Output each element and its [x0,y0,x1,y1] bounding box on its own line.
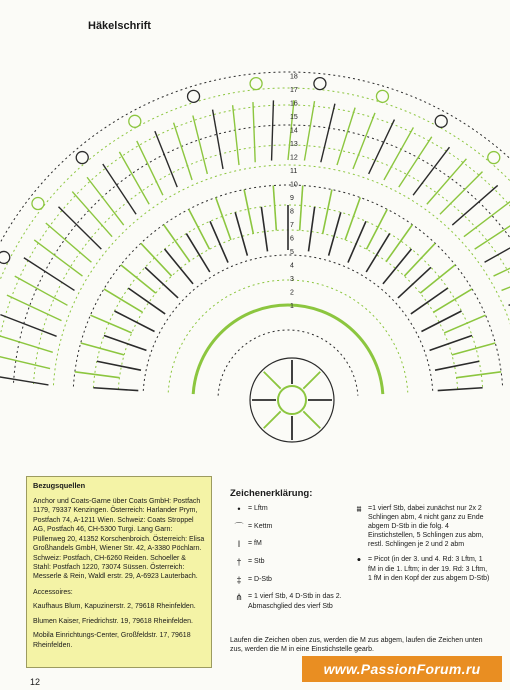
legend-item: ꔷ = Picot (in der 3. und 4. Rd: 3 Lftm, 1 fM in die 1. Lftm; in der 19. Rd: 3 Lftm, 1 fM in den Kopf der zus abgem D-Stb) [350,555,490,582]
crochet-chart [0,40,510,470]
legend-item: ⌒ = Kettm [230,522,348,534]
picot-mark [435,115,447,127]
slip-stitch-icon: ⌒ [234,521,244,532]
legend-item: ‡ = D-Stb [230,575,348,587]
row-number: 12 [290,154,298,162]
picot-mark [188,90,200,102]
stitch-mark [329,212,341,255]
picot-mark [32,198,44,210]
accessories-heading: Accessoires: [33,588,73,596]
stitch-mark [452,343,495,355]
legend-item: ⩩ =1 vierf Stb, dabei zunächst nur 2x 2 Schlingen abm, 4 nicht ganz zu Ende abgem D-Stb in die folg. 4 Einstichstellen, 5 Schlingen zus abm, restl. Schlingen je 2 und 2 abm [350,504,490,549]
chart-rings [0,72,510,396]
row-number: 4 [290,262,294,270]
stitch-mark [137,141,163,195]
stitch-mark [300,186,303,231]
picot-mark [376,90,388,102]
stitch-mark [261,207,267,252]
motif-spoke [303,372,320,389]
stitch-mark [457,372,502,378]
picot-mark [0,251,10,263]
stitch-mark [174,123,192,180]
accessory-kaiser: Blumen Kaiser, Friedrichstr. 19, 79618 Rheinfelden. [33,617,193,625]
stitch-mark [97,361,141,370]
picot-mark [314,78,326,90]
instructions-note: Laufen die Zeichen oben zus, werden die M zus abgem, laufen die Zeichen unten zus, werden die M in eine Einstichstelle gearb. [230,637,483,654]
stitch-mark [72,192,112,237]
watermark: www.PassionForum.ru [302,656,502,682]
stitch-mark [383,249,411,284]
stitch-mark [104,336,146,351]
chart-ring [193,305,383,394]
stitch-mark [75,372,120,378]
legend-item: † = Stb [230,557,348,569]
stitch-mark [0,335,53,353]
row-number: 17 [290,87,298,94]
chart-ring [14,125,510,383]
legend-heading: Zeichenerklärung: [230,488,313,499]
stitch-mark [475,216,510,249]
stitch-mark [434,289,473,312]
stitch-mark [369,120,395,174]
sources-text: Anchor und Coats-Garne über Coats GmbH: Postfach 1179, 79337 Kenzingen. Österreich: Harlander Prym, Postfach 74, A-1211 Wien. Schweiz: Coats Stroppel AG, Postfach 46, CH-5300 Turgi. Lang Garn: Püllenweg 20, 41352 Korschenbroich. Österreich: Elisa Großhandels GmbH, Wiener Str. 42, A-3380 Pöchlarn. Schweiz: Postfach, CH-6260 Reiden. Schoeller & Stahl: Postfach 1220, 73074 Süssen. Österreich: Messerle & Rein, Waldl erstr. 29, A-6923 Lauterbach. [33,497,205,581]
double-crochet-icon: † [236,557,242,568]
picot-mark [250,78,262,90]
stitch-mark [337,108,355,165]
row-number: 16 [290,100,298,108]
stitch-mark [233,105,239,165]
row-number: 10 [290,181,298,189]
stitch-mark [210,221,228,262]
stitch-mark [155,131,177,187]
stitch-mark [366,234,389,272]
stitch-mark [213,110,223,169]
stitch-mark [34,240,82,276]
cluster-stitch-icon: ⩩ [356,504,362,514]
stitch-mark [7,295,62,320]
treble-crochet-icon: ‡ [236,574,242,585]
motif-spoke [303,411,320,428]
stitch-mark [272,100,274,160]
motif-spoke [264,372,281,389]
legend-left [230,504,348,617]
stitch-mark [323,190,332,234]
stitch-mark [404,243,435,276]
stitch-mark [435,361,479,370]
stitch-mark [58,207,101,249]
stitch-mark [438,388,483,391]
stitch-mark [386,225,412,262]
chart-ring [0,88,510,380]
stitch-mark [87,177,124,225]
stitch-mark [93,388,138,391]
chart-ring [168,280,408,392]
single-crochet-icon: I [237,539,241,550]
stitch-mark [90,315,131,333]
stitch-mark [398,267,431,298]
row-number: 13 [290,141,298,148]
legend-item: • = Lftm [230,504,348,516]
motif-center [278,386,306,414]
stitch-mark [411,288,448,314]
stitch-mark [186,234,209,272]
row-numbers [290,74,298,311]
page-number: 12 [30,677,41,687]
stitch-mark [413,147,449,195]
picot-mark [76,152,88,164]
picot-mark [129,115,141,127]
stitch-mark [145,267,178,298]
chain-stitch-icon: • [237,504,241,514]
stitch-mark [494,250,510,276]
motif-spoke [264,411,281,428]
stitch-mark [193,115,207,173]
stitch-mark [46,223,92,262]
row-number: 2 [290,289,294,297]
stitch-mark [141,243,172,276]
legend-item: I = fM [230,539,348,551]
stitch-mark [430,336,472,351]
row-number: 14 [290,127,298,135]
stitch-mark [253,102,255,162]
stitch-mark [353,113,375,169]
center-motif [250,358,334,442]
stitch-mark [308,207,314,252]
row-number: 8 [290,208,294,216]
row-number: 7 [290,222,294,229]
page-title: Häkelschrift [88,20,151,32]
stitch-mark [81,343,124,355]
stitch-mark [235,212,247,255]
stitch-mark [121,265,156,293]
stitch-mark [345,198,360,240]
stitch-mark [0,315,56,337]
row-number: 18 [290,73,298,81]
accessory-mobila: Mobila Einrichtungs-Center, Großfeldstr. 17, 79618 Rheinfelden. [33,632,191,649]
stitch-mark [485,233,510,262]
stitch-mark [165,249,193,284]
stitch-mark [440,172,483,215]
stitch-mark [244,190,253,234]
stitch-mark [0,375,48,385]
row-number: 1 [290,303,294,310]
stitch-mark [0,355,50,369]
row-number: 11 [290,168,298,175]
stitch-mark [164,225,190,262]
legend-item: ⋔ = 1 vierf Stb, 4 D-Stb in das 2. Abmaschglied des vierf Stb [230,592,348,610]
picot-mark [488,152,500,164]
sources-box [26,476,212,668]
stitch-mark [452,185,497,225]
legend-right [350,504,490,589]
sources-heading: Bezugsquellen [33,481,86,490]
stitch-mark [128,288,165,314]
row-number: 6 [290,235,294,243]
stitch-mark [304,101,314,160]
stitch-mark [104,289,143,312]
chart-ring [0,72,510,379]
row-number: 9 [290,195,294,202]
stitch-mark [216,198,231,240]
row-number: 15 [290,114,298,121]
stitch-mark [420,265,455,293]
chart-ring [34,145,510,384]
row-number: 5 [290,249,294,256]
stitch-mark [273,186,276,231]
fan-stitch-icon: ⋔ [235,592,243,603]
legend [230,488,490,628]
stitch-mark [321,104,335,163]
row-number: 3 [290,276,294,283]
picot-icon: ꔷ [356,555,362,566]
accessory-blum: Kaufhaus Blum, Kapuzinerstr. 2, 79618 Rheinfelden. [33,603,196,611]
